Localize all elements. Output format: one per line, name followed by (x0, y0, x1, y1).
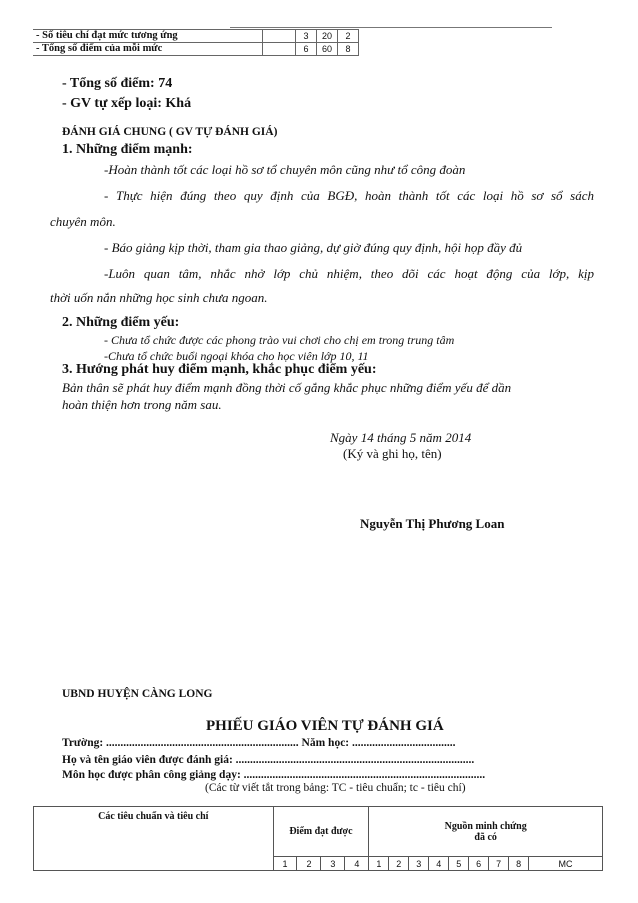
score-header: Điểm đạt được (273, 807, 369, 857)
form-title: PHIẾU GIÁO VIÊN TỰ ĐÁNH GIÁ (206, 718, 444, 734)
cell-value: 2 (338, 30, 359, 43)
criteria-header: Các tiêu chuẩn và tiêu chí (34, 807, 274, 871)
plan-title: 3. Hướng phát huy điểm mạnh, khắc phục điểm yếu: (62, 362, 377, 377)
strength-4-cont: thời uốn nắn những học sinh chưa ngoan. (50, 290, 268, 305)
row-label: - Tổng số điểm của mỗi mức (33, 43, 263, 56)
source-col: 3 (409, 857, 429, 871)
general-heading: ĐÁNH GIÁ CHUNG ( GV TỰ ĐÁNH GIÁ) (62, 126, 278, 138)
plan-text: Bản thân sẽ phát huy điểm mạnh đồng thời cố gắng khắc phục những điểm yếu để dần (62, 380, 512, 395)
strength-2-cont: chuyên môn. (50, 214, 116, 229)
score-col: 2 (297, 857, 321, 871)
evidence-header: Nguồn minh chứng đã có (369, 807, 603, 857)
strength-3: - Báo giảng kịp thời, tham gia thao giảng, dự giờ đúng quy định, hội họp đầy đủ (104, 240, 523, 255)
source-col: 5 (449, 857, 469, 871)
evaluation-table (33, 806, 603, 871)
table-row (33, 43, 359, 56)
row-label: - Số tiêu chí đạt mức tương ứng (33, 30, 263, 43)
top-rule (230, 27, 552, 28)
score-summary-table (33, 29, 359, 56)
subject-line: Môn học được phân công giảng dạy: .................................................................................... (62, 769, 486, 781)
score-col: 1 (273, 857, 297, 871)
signature-date: Ngày 14 tháng 5 năm 2014 (330, 430, 472, 445)
school-line: Trường: ................................................................... Năm học: .................................... (62, 737, 456, 749)
score-col: 3 (321, 857, 345, 871)
source-col: 2 (389, 857, 409, 871)
org-name: UBND HUYỆN CÀNG LONG (62, 688, 213, 700)
total-score: - Tổng số điểm: 74 (62, 76, 173, 91)
strength-1: -Hoàn thành tốt các loại hồ sơ tổ chuyên môn cũng như tổ công đoàn (104, 162, 466, 177)
score-col: 4 (345, 857, 369, 871)
cell-value: 6 (296, 43, 317, 56)
strength-2: - Thực hiện đúng theo quy định của BGĐ, hoàn thành tốt các loại hồ sơ sổ sách (104, 188, 594, 203)
signature-note: (Ký và ghi họ, tên) (343, 446, 442, 461)
source-col: MC (529, 857, 603, 871)
source-col: 7 (489, 857, 509, 871)
weakness-title: 2. Những điểm yếu: (62, 315, 180, 330)
abbreviation-note: (Các từ viết tắt trong bảng: TC - tiêu chuẩn; tc - tiêu chí) (205, 782, 466, 794)
strength-4: -Luôn quan tâm, nhắc nhở lớp chủ nhiệm, theo dõi các hoạt động của lớp, kịp (104, 266, 594, 281)
source-col: 6 (469, 857, 489, 871)
source-col: 4 (429, 857, 449, 871)
strengths-title: 1. Những điểm mạnh: (62, 142, 193, 157)
teacher-name-line: Họ và tên giáo viên được đánh giá: ................................................................................... (62, 754, 475, 766)
source-col: 8 (509, 857, 529, 871)
source-col: 1 (369, 857, 389, 871)
cell-value: 3 (296, 30, 317, 43)
self-rating: - GV tự xếp loại: Khá (62, 96, 192, 111)
plan-text-cont: hoàn thiện hơn trong năm sau. (62, 397, 222, 412)
cell-value: 20 (317, 30, 338, 43)
cell-value: 8 (338, 43, 359, 56)
signer-name: Nguyễn Thị Phương Loan (360, 516, 505, 531)
weakness-1: - Chưa tổ chức được các phong trào vui chơi cho chị em trong trung tâm (104, 333, 455, 347)
table-row (33, 30, 359, 43)
cell-value: 60 (317, 43, 338, 56)
weakness-2: -Chưa tổ chức buổi ngoại khóa cho học viên lớp 10, 11 (104, 349, 369, 363)
